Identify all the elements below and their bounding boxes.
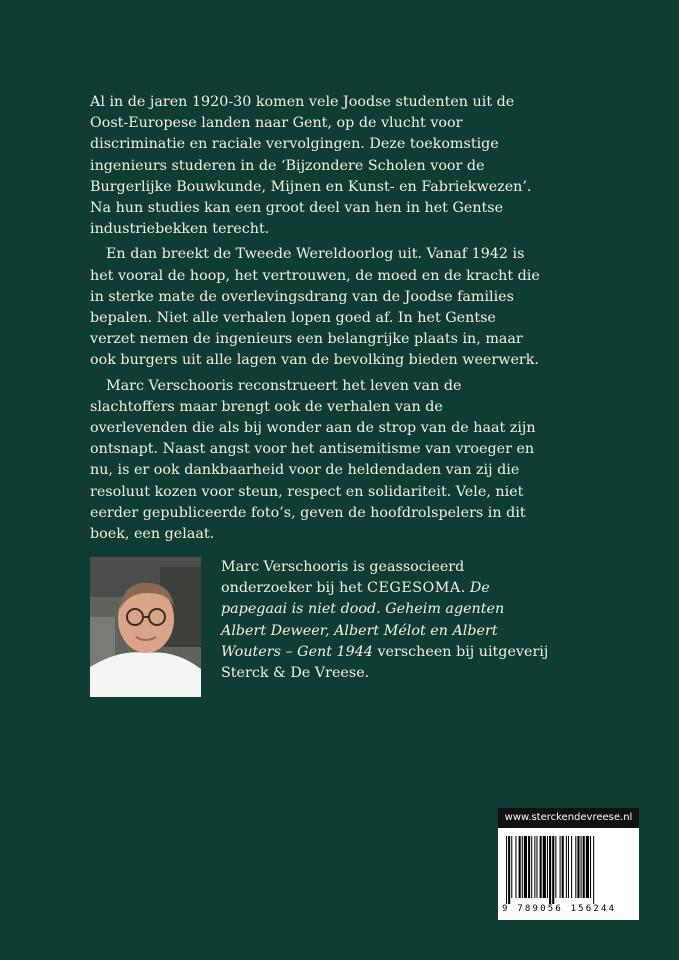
blurb-paragraph-3: Marc Verschooris reconstrueert het leven van de slachtoffers maar brengt ook de verhalen van de overlevenden die als bij wonder aan de strop van de haat zijn ontsnapt. Naast angst voor het antisemitisme van vroeger en nu, is er ook dankbaarheid voor de heldendaden van zij die resoluut kozen voor steun, respect en solidariteit. Vele, niet eerder gepubliceerde foto’s, geven de hoofdrolspelers in dit boek, een gelaat.	[90, 377, 536, 543]
author-bio	[221, 557, 551, 684]
blurb-text	[90, 92, 540, 549]
barcode-label	[498, 808, 639, 920]
author-photo	[90, 557, 201, 697]
isbn-number: 9 789056 156244	[502, 904, 617, 914]
bio-text-2: .	[460, 580, 470, 597]
bio-text-3: verscheen bij uitgeverij Sterck & De Vreese.	[221, 643, 549, 682]
bio-org: CEGESOMA	[367, 580, 461, 597]
barcode-icon	[506, 836, 631, 904]
blurb-paragraph-2: En dan breekt de Tweede Wereldoorlog uit. Vanaf 1942 is het vooral de hoop, het vertrouwen, de moed en de kracht die in sterke mate de overlevingsdrang van de Joodse families bepalen. Niet alle verhalen lopen goed af. In het Gentse verzet nemen de ingenieurs een belangrijke plaats in, maar ook burgers uit alle lagen van de bevolking bieden weerwerk.	[90, 246, 540, 369]
publisher-website: www.sterckendevreese.nl	[498, 808, 639, 828]
bio-book-title: De papegaai is niet dood. Geheim agenten Albert Deweer, Albert Mélot en Albert Wouters – Gent 1944	[221, 580, 505, 660]
author-portrait-image	[90, 557, 201, 697]
bio-text-1: Marc Verschooris is geassocieerd onderzoeker bij het	[221, 559, 465, 597]
blurb-paragraph-1: Al in de jaren 1920-30 komen vele Joodse studenten uit de Oost-Europese landen naar Gent, op de vlucht voor discriminatie en raciale vervolgingen. Deze toekomstige ingenieurs studeren in de ‘Bijzondere Scholen voor de Burgerlijke Bouwkunde, Mijnen en Kunst- en Fabriekwezen’. Na hun studies kan een groot deel van hen in het Gentse industriebekken terecht.	[90, 94, 532, 238]
